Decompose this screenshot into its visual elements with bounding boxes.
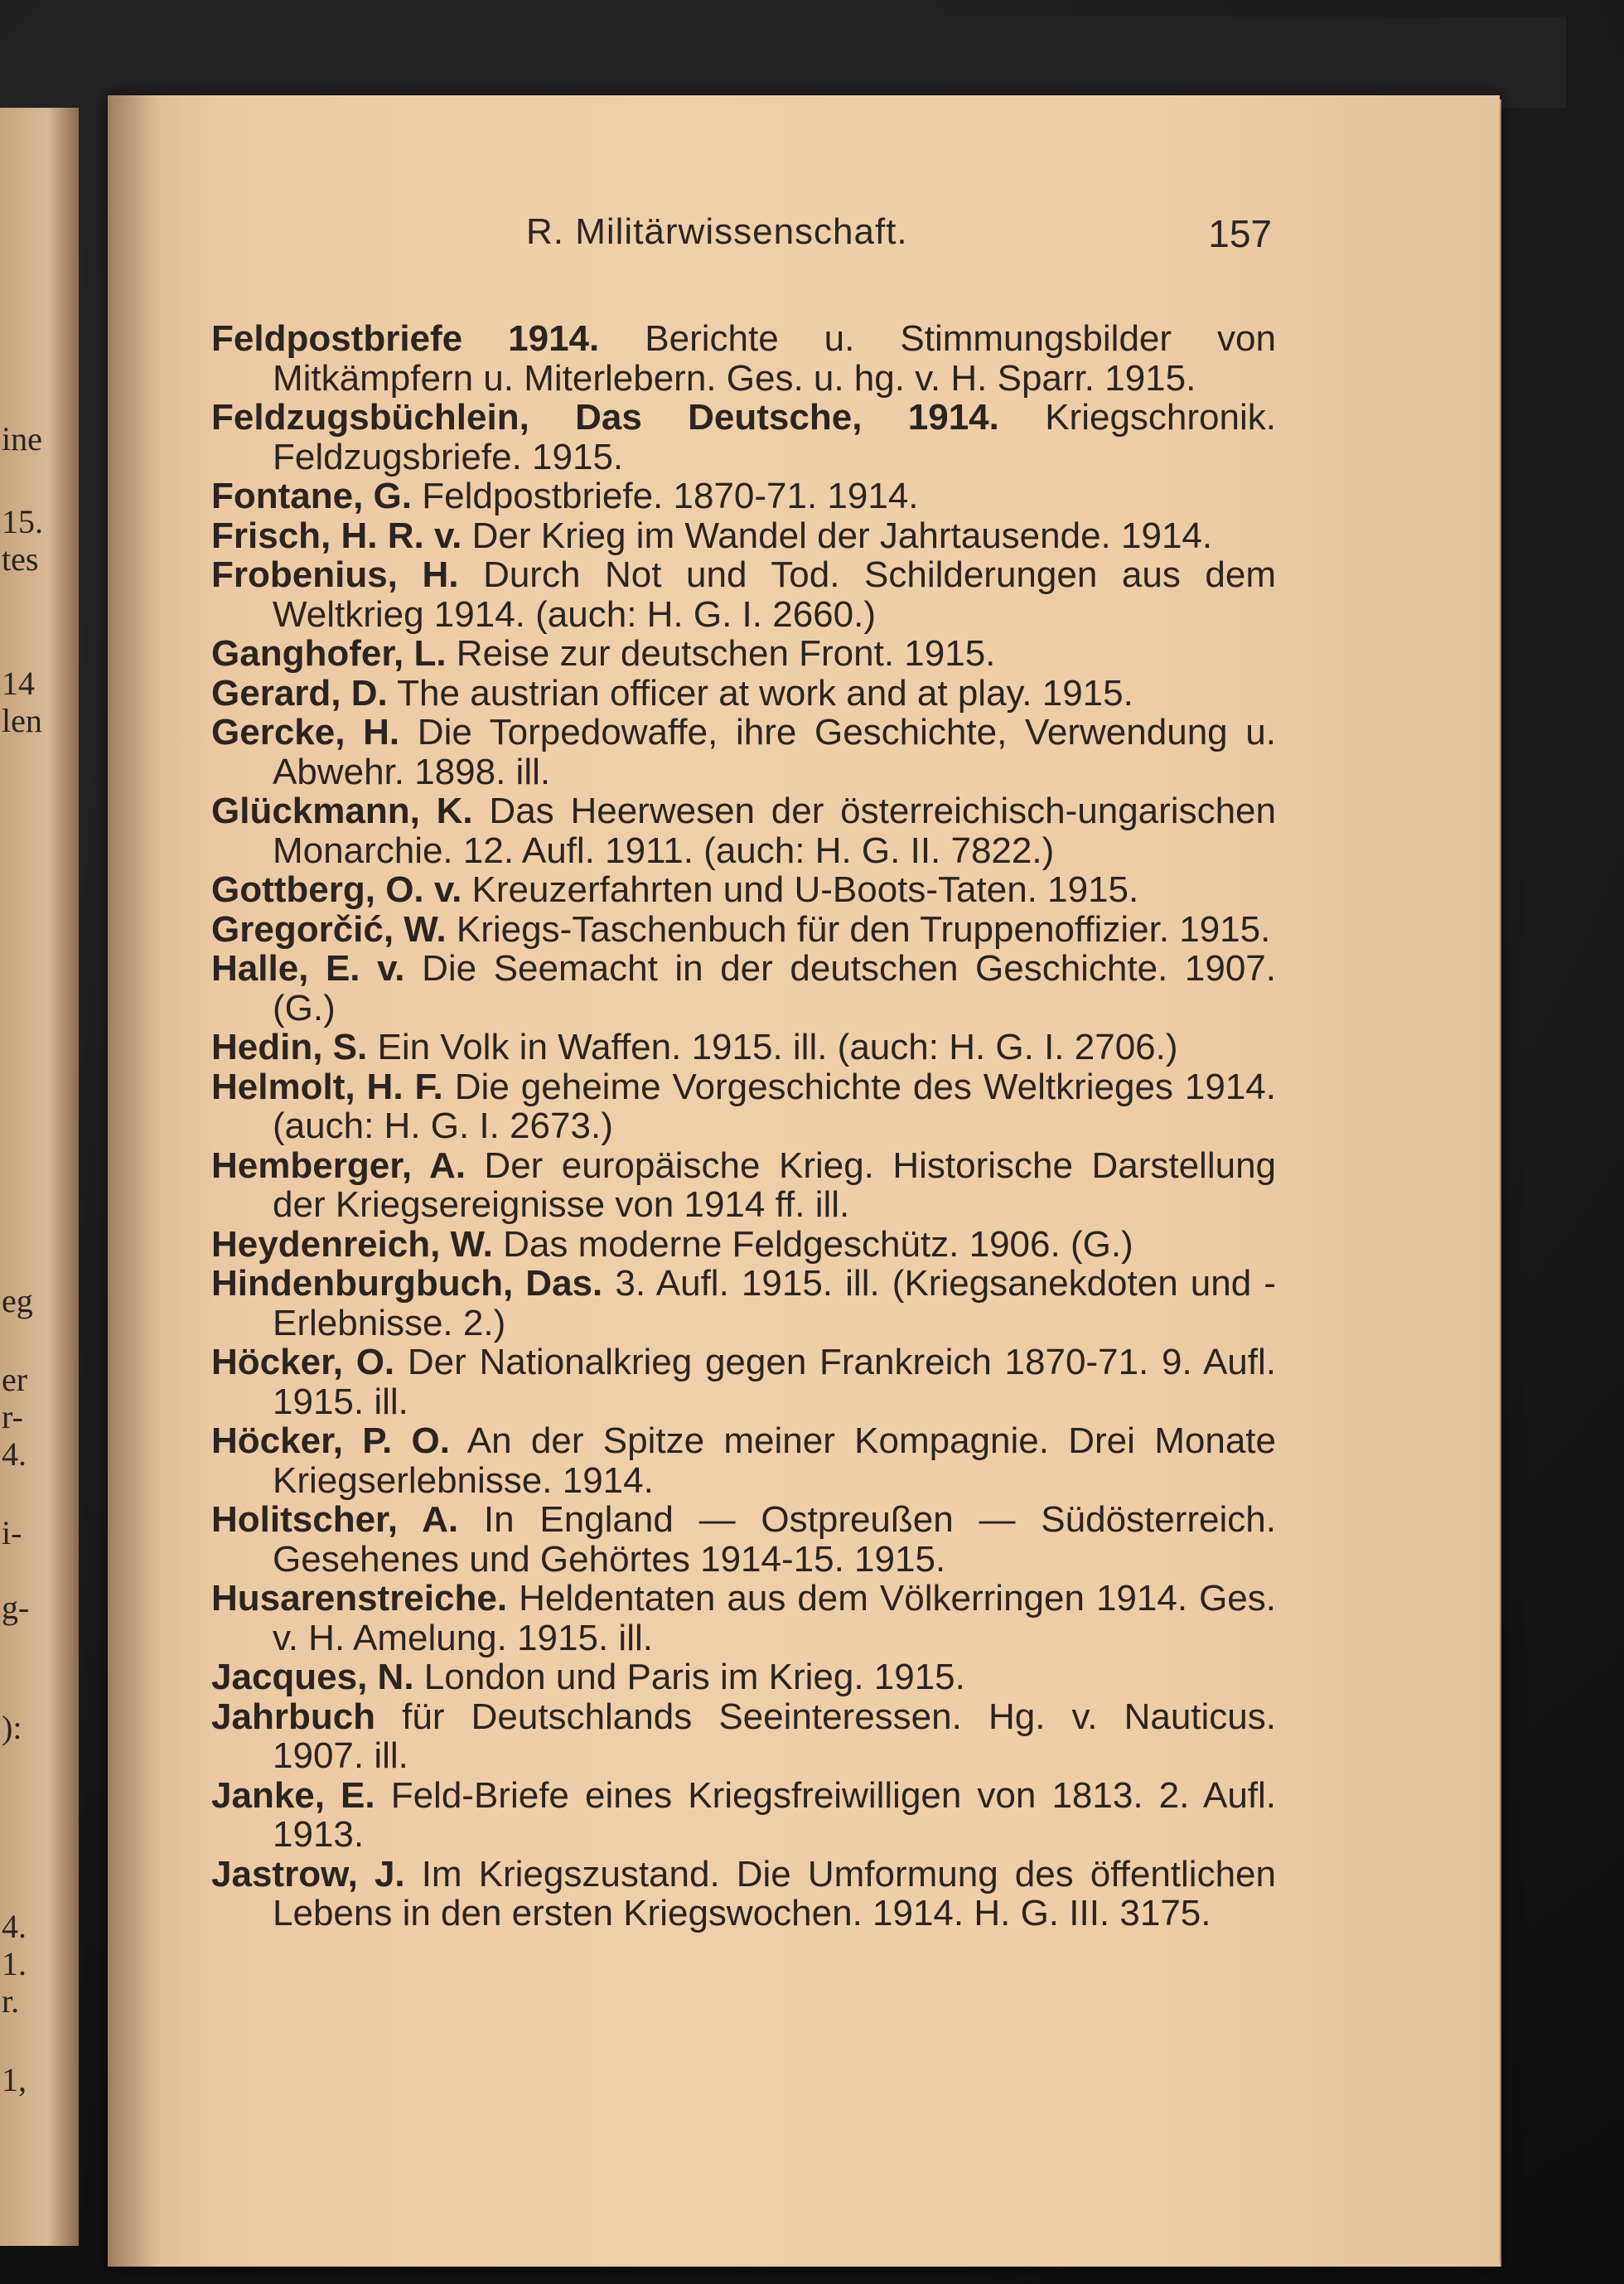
entry-author: Gottberg, O. v.	[211, 869, 462, 910]
bibliography-entry	[211, 870, 1276, 910]
entry-author: Gregorčić, W.	[211, 908, 447, 950]
bibliography-entry	[211, 555, 1276, 634]
entry-author: Hemberger, A.	[211, 1144, 466, 1186]
entry-author: Fontane, G.	[211, 476, 412, 516]
running-head: R. Militärwissenschaft.	[526, 211, 908, 252]
entry-text: In England — Ostpreußen — Südösterreich. Gesehenes und Gehörtes 1914-15. 1915.	[273, 1499, 1276, 1580]
bibliography-entry	[211, 634, 1276, 674]
bibliography-entry	[211, 1225, 1276, 1265]
left-page-fragment: r.	[2, 1982, 20, 2020]
entry-text: Die geheime Vorgeschichte des Weltkrieges 1914. (auch: H. G. I. 2673.)	[273, 1066, 1277, 1146]
entry-text: Feldpostbriefe. 1870-71. 1914.	[412, 476, 919, 516]
bibliography-entry	[211, 477, 1276, 516]
entry-text: Kriegs-Taschenbuch für den Truppenoffizier. 1915.	[446, 908, 1271, 950]
entry-text: Der Nationalkrieg gegen Frankreich 1870-71. 9. Aufl. 1915. ill.	[273, 1342, 1276, 1422]
bibliography-entry	[211, 674, 1276, 714]
left-page-fragment: tes	[2, 540, 39, 578]
bibliography-entry	[211, 791, 1276, 870]
bibliography-entry	[211, 1697, 1276, 1776]
bibliography-entry	[211, 1028, 1276, 1067]
bibliography-entry	[211, 516, 1276, 556]
left-page-fragment: 15.	[2, 503, 43, 540]
bibliography-entry	[211, 1776, 1276, 1855]
entry-text: An der Spitze meiner Kompagnie. Drei Monate Kriegserlebnisse. 1914.	[273, 1420, 1276, 1501]
bibliography-entry	[211, 949, 1276, 1028]
left-page-fragment: eg	[2, 1282, 33, 1319]
entry-text: 3. Aufl. 1915. ill. (Kriegsanekdoten und -Erlebnisse. 2.)	[273, 1263, 1276, 1343]
entry-author: Helmolt, H. F.	[211, 1066, 443, 1107]
entry-text: Im Kriegszustand. Die Umformung des öffentlichen Lebens in den ersten Kriegswochen. 1914. H. G. III. 3175.	[273, 1853, 1276, 1933]
bibliography-entry	[211, 398, 1276, 477]
entry-author: Frisch, H. R. v.	[211, 515, 462, 556]
entry-author: Jahrbuch	[211, 1696, 376, 1737]
bibliography-entry	[211, 1855, 1276, 1933]
left-page-fragment: 1,	[2, 2061, 27, 2098]
left-page-edge	[0, 108, 79, 2246]
entry-text: London und Paris im Krieg. 1915.	[413, 1657, 965, 1697]
entry-author: Gerard, D.	[211, 672, 388, 714]
entry-author: Höcker, O.	[211, 1342, 395, 1382]
left-page-fragment: 14	[2, 665, 35, 702]
entry-text: Durch Not und Tod. Schilderungen aus dem Weltkrieg 1914. (auch: H. G. I. 2660.)	[273, 554, 1277, 635]
bibliography-entry	[211, 1343, 1276, 1421]
bibliography-entry	[211, 1067, 1276, 1146]
bibliography-entry	[211, 713, 1276, 791]
bibliography-entry	[211, 910, 1276, 950]
bibliography-entry	[211, 319, 1276, 398]
entry-author: Heydenreich, W.	[211, 1223, 493, 1265]
bibliography-entry	[211, 1579, 1276, 1657]
left-page-fragment: ine	[2, 420, 42, 457]
entry-author: Frobenius, H.	[211, 554, 459, 595]
entry-text: Die Seemacht in der deutschen Geschichte. 1907. (G.)	[273, 948, 1277, 1028]
bibliography-entry	[211, 1500, 1276, 1579]
bibliography-entry	[211, 1264, 1276, 1343]
entry-text: Kriegschronik. Feldzugsbriefe. 1915.	[273, 397, 1276, 477]
left-page-fragment: i-	[2, 1514, 22, 1551]
page-number: 157	[1208, 212, 1272, 255]
entry-author: Ganghofer, L.	[211, 633, 447, 674]
entry-text: Der europäische Krieg. Historische Darstellung der Kriegsereignisse von 1914 ff. ill.	[273, 1144, 1277, 1225]
entry-author: Gercke, H.	[211, 712, 400, 752]
bibliography-list	[211, 319, 1276, 1933]
page-header	[526, 211, 1272, 269]
bibliography-entry	[211, 1146, 1276, 1225]
left-page-fragment: ):	[2, 1709, 22, 1746]
entry-author: Jastrow, J.	[211, 1853, 405, 1894]
entry-text: The austrian officer at work and at play. 1915.	[387, 672, 1133, 714]
entry-author: Janke, E.	[211, 1774, 375, 1816]
left-page-fragment: 4.	[2, 1435, 27, 1473]
entry-author: Hindenburgbuch, Das.	[211, 1263, 603, 1304]
left-page-fragment: g-	[2, 1589, 30, 1626]
entry-text: für Deutschlands Seeinteressen. Hg. v. Nauticus. 1907. ill.	[273, 1696, 1276, 1776]
entry-text: Das moderne Feldgeschütz. 1906. (G.)	[492, 1223, 1133, 1265]
book-cover-top	[50, 17, 1566, 108]
left-page-fragment: 1.	[2, 1945, 27, 1982]
entry-text: Heldentaten aus dem Völkerringen 1914. Ges. v. H. Amelung. 1915. ill.	[273, 1578, 1276, 1658]
entry-author: Feldpostbriefe 1914.	[211, 318, 600, 359]
entry-author: Hedin, S.	[211, 1027, 368, 1067]
entry-text: Der Krieg im Wandel der Jahrtausende. 1914.	[462, 515, 1213, 556]
left-page-fragment: er	[2, 1361, 28, 1398]
entry-author: Feldzugsbüchlein, Das Deutsche, 1914.	[211, 397, 999, 438]
entry-author: Holitscher, A.	[211, 1499, 459, 1540]
left-page-fragment: len	[2, 702, 42, 739]
left-page-fragment: 4.	[2, 1908, 27, 1945]
spine-shadow	[108, 95, 157, 2267]
entry-author: Jacques, N.	[211, 1657, 414, 1697]
entry-text: Feld-Briefe eines Kriegsfreiwilligen von 1813. 2. Aufl. 1913.	[273, 1774, 1277, 1855]
entry-text: Berichte u. Stimmungsbilder von Mitkämpfern u. Miterlebern. Ges. u. hg. v. H. Sparr. 1915.	[273, 318, 1276, 399]
entry-text: Kreuzerfahrten und U-Boots-Taten. 1915.	[462, 869, 1139, 910]
left-page-fragment: r-	[2, 1398, 23, 1435]
entry-author: Husarenstreiche.	[211, 1578, 508, 1619]
entry-text: Ein Volk in Waffen. 1915. ill. (auch: H. G. I. 2706.)	[367, 1027, 1178, 1067]
entry-author: Glückmann, K.	[211, 791, 473, 831]
entry-text: Die Torpedowaffe, ihre Geschichte, Verwendung u. Abwehr. 1898. ill.	[273, 712, 1276, 792]
entry-text: Das Heerwesen der österreichisch-ungarischen Monarchie. 12. Aufl. 1911. (auch: H. G. II. 7822.)	[273, 791, 1276, 871]
bibliography-entry	[211, 1657, 1276, 1697]
entry-author: Höcker, P. O.	[211, 1420, 450, 1461]
entry-author: Halle, E. v.	[211, 948, 405, 989]
bibliography-entry	[211, 1421, 1276, 1500]
entry-text: Reise zur deutschen Front. 1915.	[446, 633, 996, 674]
